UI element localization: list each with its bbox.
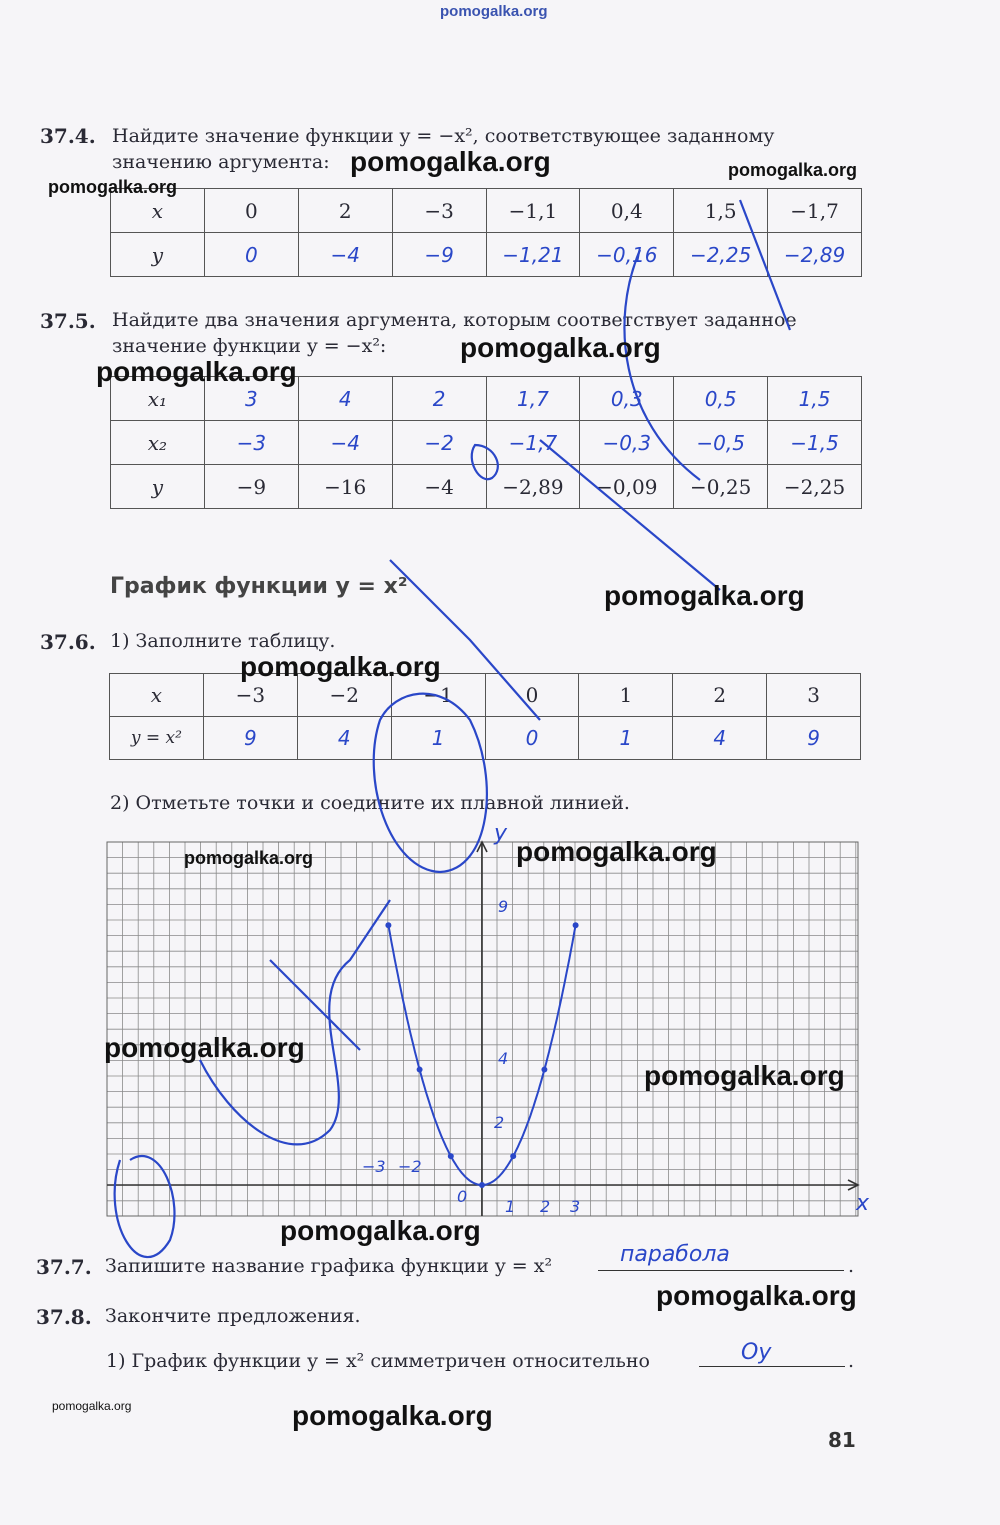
y-tick-label: 2 xyxy=(494,1113,505,1132)
row-label-x2: x₂ xyxy=(111,421,205,465)
table-cell: 0,4 xyxy=(580,189,674,233)
row-label-x: x xyxy=(110,674,204,717)
handwritten-answer: Оу xyxy=(741,1340,772,1365)
table-cell: 3 xyxy=(767,674,861,717)
handwritten-answer: −4 xyxy=(298,233,392,277)
watermark: pomogalka.org xyxy=(728,160,858,180)
table-cell: −3 xyxy=(203,674,297,717)
table-cell: 1 xyxy=(579,674,673,717)
table-cell: −0,09 xyxy=(580,465,674,509)
handwritten-answer: −0,3 xyxy=(580,421,674,465)
exercise-text-37-7: Запишите название графика функции y = x² xyxy=(105,1255,553,1277)
watermark: pomogalka.org xyxy=(656,1280,857,1311)
table-cell: 0 xyxy=(204,189,298,233)
watermark: pomogalka.org xyxy=(460,332,661,363)
exercise-number-37-5: 37.5. xyxy=(40,309,96,333)
handwritten-answer: −2,25 xyxy=(674,233,768,277)
handwritten-answer: 9 xyxy=(203,717,297,760)
data-point xyxy=(417,1067,423,1073)
data-point xyxy=(510,1153,516,1159)
table-cell: −1,1 xyxy=(486,189,580,233)
exercise-text-37-8: Закончите предложения. xyxy=(105,1305,361,1327)
handwritten-answer: 4 xyxy=(298,377,392,421)
exercise-text-37-6-part1: 1) Заполните таблицу. xyxy=(110,630,336,652)
watermark: pomogalka.org xyxy=(350,146,551,177)
watermark: pomogalka.org xyxy=(48,177,178,197)
watermark: pomogalka.org xyxy=(104,1032,305,1063)
x-tick-label: 1 xyxy=(505,1197,516,1216)
handwritten-answer: −0,5 xyxy=(674,421,768,465)
table-cell: 0 xyxy=(485,674,579,717)
y-tick-label: 4 xyxy=(498,1049,509,1068)
table-cell: −4 xyxy=(392,465,486,509)
table-cell: −2,25 xyxy=(768,465,862,509)
table-cell: −16 xyxy=(298,465,392,509)
table-cell: 1,5 xyxy=(674,189,768,233)
data-point xyxy=(448,1153,454,1159)
handwritten-answer: −2 xyxy=(392,421,486,465)
row-label-x1: x₁ xyxy=(111,377,205,421)
handwritten-answer: −1,7 xyxy=(486,421,580,465)
x-tick-label: −2 xyxy=(398,1157,422,1176)
table-cell: −9 xyxy=(204,465,298,509)
row-label-y: y = x² xyxy=(110,717,204,760)
section-title: График функции y = x² xyxy=(110,574,408,599)
table-cell: −0,25 xyxy=(674,465,768,509)
handwritten-answer: 2 xyxy=(392,377,486,421)
x-tick-label: 3 xyxy=(570,1197,581,1216)
handwritten-answer: −3 xyxy=(204,421,298,465)
x-tick-label: −3 xyxy=(362,1157,386,1176)
handwritten-answer: −0,16 xyxy=(580,233,674,277)
watermark: pomogalka.org xyxy=(292,1400,493,1431)
handwritten-answer: 1,7 xyxy=(486,377,580,421)
handwritten-answer: 9 xyxy=(767,717,861,760)
page-number: 81 xyxy=(828,1428,856,1452)
table-cell: −3 xyxy=(392,189,486,233)
sentence-period: . xyxy=(848,1255,855,1277)
table-cell: −2 xyxy=(297,674,391,717)
handwritten-answer: 1 xyxy=(579,717,673,760)
handwritten-answer: 0,3 xyxy=(580,377,674,421)
watermark: pomogalka.org xyxy=(240,651,441,682)
x-tick-label: 2 xyxy=(540,1197,551,1216)
exercise-text-37-5-line1: Найдите два значения аргумента, которым соответствует заданное xyxy=(112,309,797,331)
origin-label: 0 xyxy=(457,1187,468,1206)
row-label-x: x xyxy=(111,189,205,233)
row-label-y: y xyxy=(111,233,205,277)
handwritten-answer: парабола xyxy=(620,1242,730,1267)
handwritten-answer: 4 xyxy=(673,717,767,760)
exercise-number-37-4: 37.4. xyxy=(40,124,96,148)
x-axis-label: x xyxy=(856,1191,870,1216)
header-watermark: pomogalka.org xyxy=(440,3,548,20)
watermark: pomogalka.org xyxy=(184,848,314,868)
handwritten-answer: −9 xyxy=(392,233,486,277)
handwritten-answer: 1 xyxy=(391,717,485,760)
watermark: pomogalka.org xyxy=(604,580,805,611)
data-point xyxy=(573,922,579,928)
exercise-text-37-4-line1: Найдите значение функции y = −x², соответствующее заданному xyxy=(112,125,775,147)
exercise-number-37-8: 37.8. xyxy=(36,1305,92,1329)
answer-line-37-7 xyxy=(598,1242,844,1271)
handwritten-answer: 3 xyxy=(204,377,298,421)
exercise-number-37-6: 37.6. xyxy=(40,630,96,654)
table-cell: −1 xyxy=(391,674,485,717)
handwritten-answer: −4 xyxy=(298,421,392,465)
row-label-y: y xyxy=(111,465,205,509)
table-cell: −1,7 xyxy=(768,189,862,233)
exercise-text-37-8-item1: 1) График функции y = x² симметричен относительно xyxy=(106,1350,650,1372)
handwritten-answer: −1,5 xyxy=(768,421,862,465)
handwritten-answer: 4 xyxy=(297,717,391,760)
watermark: pomogalka.org xyxy=(96,356,297,387)
watermark: pomogalka.org xyxy=(644,1060,845,1091)
handwritten-answer: −1,21 xyxy=(486,233,580,277)
y-axis-label: y xyxy=(494,821,508,846)
handwritten-answer: 0,5 xyxy=(674,377,768,421)
answer-line-37-8 xyxy=(699,1340,845,1367)
table-cell: 2 xyxy=(298,189,392,233)
exercise-number-37-7: 37.7. xyxy=(36,1255,92,1279)
handwritten-answer: 1,5 xyxy=(768,377,862,421)
exercise-text-37-4-line2: значению аргумента: xyxy=(112,151,330,173)
data-point xyxy=(385,922,391,928)
watermark: pomogalka.org xyxy=(516,836,717,867)
y-tick-label: 9 xyxy=(498,897,509,916)
watermark: pomogalka.org xyxy=(280,1215,481,1246)
exercise-text-37-5-line2: значение функции y = −x²: xyxy=(112,335,387,357)
table-cell: −2,89 xyxy=(486,465,580,509)
table-cell: 2 xyxy=(673,674,767,717)
handwritten-answer: −2,89 xyxy=(768,233,862,277)
data-point xyxy=(479,1182,485,1188)
handwritten-answer: 0 xyxy=(204,233,298,277)
handwritten-answer: 0 xyxy=(485,717,579,760)
watermark: pomogalka.org xyxy=(52,1399,132,1413)
exercise-text-37-6-part2: 2) Отметьте точки и соедините их плавной линией. xyxy=(110,792,630,814)
sentence-period: . xyxy=(848,1350,855,1372)
data-point xyxy=(541,1067,547,1073)
